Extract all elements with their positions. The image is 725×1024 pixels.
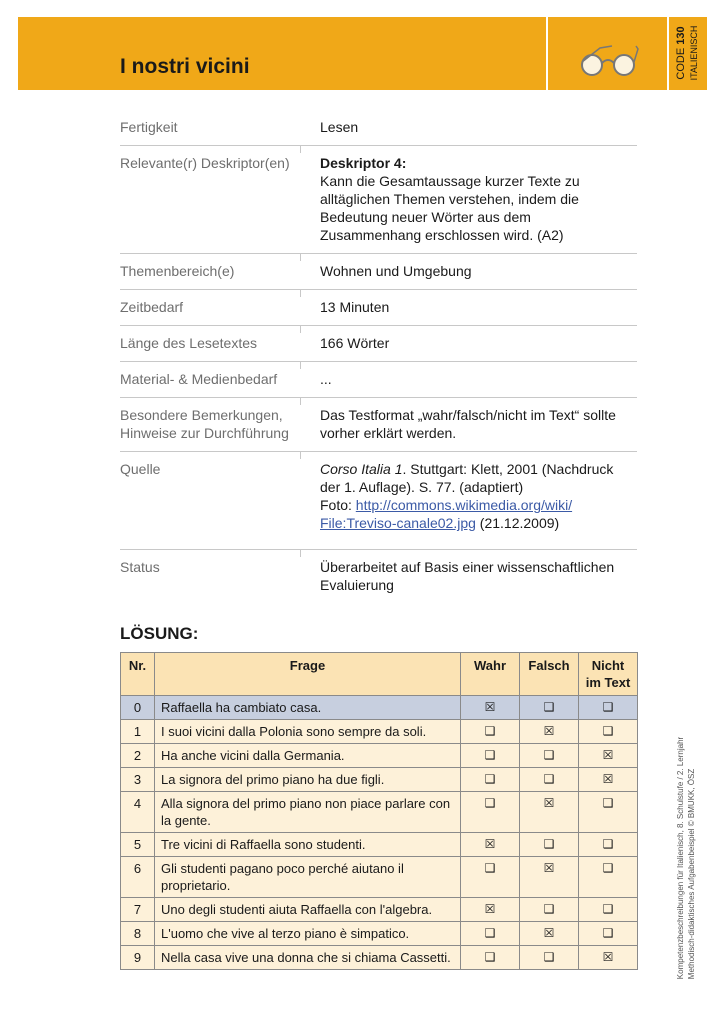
checkbox-nicht-im-text: ☒	[579, 744, 638, 768]
checkbox-nicht-im-text: ❑	[579, 857, 638, 898]
metadata-table	[120, 110, 637, 603]
table-row	[121, 833, 638, 857]
checkbox-wahr: ❑	[461, 792, 520, 833]
table-row	[121, 768, 638, 792]
table-row	[121, 857, 638, 898]
meta-label: Besondere Bemerkungen, Hinweise zur Durchführung	[120, 407, 289, 441]
descriptor-text: Kann die Gesamtaussage kurzer Texte zu alltäglichen Themen verstehen, indem die Bedeutung neuer Wörter aus dem Zusammenhang erschlossen wird. (A2)	[320, 173, 580, 243]
row-question: Alla signora del primo piano non piace parlare con la gente.	[155, 792, 461, 833]
checkbox-wahr: ❑	[461, 768, 520, 792]
col-wahr: Wahr	[461, 653, 520, 696]
solution-heading: LÖSUNG:	[120, 624, 199, 643]
language-label: ITALIENISCH	[689, 25, 699, 81]
table-row	[121, 696, 638, 720]
row-number: 2	[121, 744, 155, 768]
checkbox-falsch: ❑	[520, 696, 579, 720]
checkbox-wahr: ❑	[461, 857, 520, 898]
checkbox-wahr: ☒	[461, 833, 520, 857]
row-question: Ha anche vicini dalla Germania.	[155, 744, 461, 768]
meta-row-fertigkeit	[120, 110, 637, 146]
checkbox-nicht-im-text: ❑	[579, 720, 638, 744]
meta-row-zeitbedarf	[120, 290, 637, 326]
meta-row-laenge	[120, 326, 637, 362]
meta-row-themenbereich	[120, 254, 637, 290]
source-text: . Stuttgart: Klett, 2001 (Nachdruck der 1. Auflage). S. 77. (adaptiert)	[320, 461, 614, 495]
source-title: Corso Italia 1	[320, 461, 403, 477]
checkbox-falsch: ❑	[520, 946, 579, 970]
checkbox-wahr: ❑	[461, 946, 520, 970]
checkbox-wahr: ☒	[461, 898, 520, 922]
solution-table	[120, 652, 638, 970]
checkbox-nicht-im-text: ☒	[579, 768, 638, 792]
meta-value: 166 Wörter	[320, 335, 390, 351]
checkbox-nicht-im-text: ❑	[579, 792, 638, 833]
meta-value	[320, 154, 637, 244]
row-number: 7	[121, 898, 155, 922]
meta-row-material	[120, 362, 637, 398]
checkbox-nicht-im-text: ❑	[579, 922, 638, 946]
checkbox-falsch: ☒	[520, 857, 579, 898]
row-number: 9	[121, 946, 155, 970]
row-question: L'uomo che vive al terzo piano è simpatico.	[155, 922, 461, 946]
row-question: Gli studenti pagano poco perché aiutano il proprietario.	[155, 857, 461, 898]
checkbox-falsch: ☒	[520, 720, 579, 744]
row-number: 8	[121, 922, 155, 946]
page-title: I nostri vicini	[120, 55, 250, 78]
meta-value: Das Testformat „wahr/falsch/nicht im Text“ sollte vorher erklärt werden.	[320, 407, 616, 441]
checkbox-wahr: ❑	[461, 922, 520, 946]
meta-value: Lesen	[320, 119, 359, 135]
meta-value: Überarbeitet auf Basis einer wissenschaftlichen Evaluierung	[320, 559, 615, 593]
checkbox-falsch: ☒	[520, 792, 579, 833]
checkbox-nicht-im-text: ☒	[579, 946, 638, 970]
row-question: I suoi vicini dalla Polonia sono sempre da soli.	[155, 720, 461, 744]
checkbox-nicht-im-text: ❑	[579, 696, 638, 720]
row-question: Raffaella ha cambiato casa.	[155, 696, 461, 720]
glasses-image	[548, 17, 667, 90]
col-falsch: Falsch	[520, 653, 579, 696]
col-nr: Nr.	[121, 653, 155, 696]
table-header-row	[121, 653, 638, 696]
code-label	[675, 26, 701, 81]
header-bar	[18, 17, 546, 90]
footer-line1: Kompetenzbeschreibungen für Italienisch, 8. Schulstufe / 2. Lernjahr	[676, 736, 685, 980]
meta-label: Themenbereich(e)	[120, 263, 235, 279]
meta-value: 13 Minuten	[320, 299, 390, 315]
photo-link-line2: File:Treviso-canale02.jpg	[320, 515, 476, 531]
table-row	[121, 898, 638, 922]
footer-line2: Methodisch-didaktisches Aufgabenbeispiel © BMUKK, ÖSZ	[687, 768, 696, 980]
meta-label: Status	[120, 559, 160, 575]
meta-row-quelle	[120, 452, 637, 550]
meta-value: ...	[320, 371, 332, 387]
checkbox-wahr: ❑	[461, 744, 520, 768]
descriptor-heading: Deskriptor 4:	[320, 155, 407, 171]
meta-row-deskriptor	[120, 146, 637, 254]
row-number: 5	[121, 833, 155, 857]
table-row	[121, 792, 638, 833]
table-row	[121, 720, 638, 744]
checkbox-wahr: ☒	[461, 696, 520, 720]
code-number: 130	[675, 26, 687, 45]
meta-label: Quelle	[120, 461, 161, 477]
meta-label: Material- & Medienbedarf	[120, 371, 278, 387]
checkbox-falsch: ❑	[520, 744, 579, 768]
meta-label: Relevante(r) Deskriptor(en)	[120, 155, 290, 171]
meta-label: Länge des Lesetextes	[120, 335, 257, 351]
checkbox-nicht-im-text: ❑	[579, 833, 638, 857]
checkbox-nicht-im-text: ❑	[579, 898, 638, 922]
row-question: Tre vicini di Raffaella sono studenti.	[155, 833, 461, 857]
meta-value	[320, 460, 637, 540]
checkbox-wahr: ❑	[461, 720, 520, 744]
photo-link-line1: http://commons.wikimedia.org/wiki/	[355, 497, 573, 513]
meta-row-status	[120, 550, 637, 603]
checkbox-falsch: ☒	[520, 922, 579, 946]
meta-row-bemerkungen	[120, 398, 637, 452]
checkbox-falsch: ❑	[520, 768, 579, 792]
code-prefix: CODE	[675, 47, 687, 80]
row-number: 0	[121, 696, 155, 720]
row-number: 1	[121, 720, 155, 744]
col-nicht: Nicht im Text	[579, 653, 638, 696]
glasses-icon	[548, 17, 667, 90]
row-question: Uno degli studenti aiuta Raffaella con l'algebra.	[155, 898, 461, 922]
col-frage: Frage	[155, 653, 461, 696]
table-row	[121, 922, 638, 946]
photo-label: Foto:	[320, 497, 356, 513]
meta-label: Zeitbedarf	[120, 299, 184, 315]
meta-value: Wohnen und Umgebung	[320, 263, 472, 279]
meta-label: Fertigkeit	[120, 119, 178, 135]
row-question: Nella casa vive una donna che si chiama Cassetti.	[155, 946, 461, 970]
table-row	[121, 744, 638, 768]
row-number: 3	[121, 768, 155, 792]
checkbox-falsch: ❑	[520, 898, 579, 922]
footer-credits	[675, 737, 697, 979]
photo-date: (21.12.2009)	[475, 515, 560, 531]
row-question: La signora del primo piano ha due figli.	[155, 768, 461, 792]
checkbox-falsch: ❑	[520, 833, 579, 857]
table-row	[121, 946, 638, 970]
row-number: 6	[121, 857, 155, 898]
row-number: 4	[121, 792, 155, 833]
